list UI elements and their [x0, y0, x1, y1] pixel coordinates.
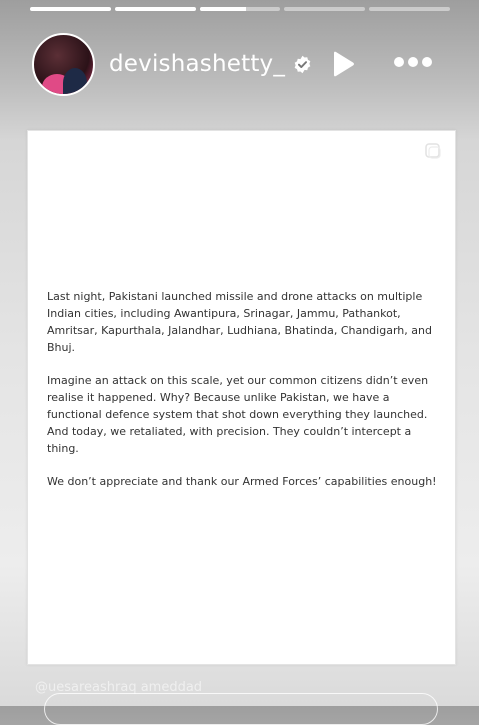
progress-segment — [30, 7, 111, 11]
progress-segment — [284, 7, 365, 11]
post-text — [47, 288, 439, 506]
username[interactable]: devishashetty_ — [109, 51, 286, 77]
progress-segment — [115, 7, 196, 11]
progress-segment — [369, 7, 450, 11]
progress-segment — [200, 7, 281, 11]
copy-icon — [423, 141, 443, 161]
progress-fill — [200, 7, 247, 11]
post-screenshot-card — [27, 130, 456, 665]
progress-fill — [30, 7, 111, 11]
story-header — [32, 31, 447, 97]
post-paragraph: We don’t appreciate and thank our Armed Forces’ capabilities enough! — [47, 475, 437, 488]
verified-badge-icon — [293, 55, 312, 74]
progress-fill — [115, 7, 196, 11]
avatar[interactable] — [32, 33, 95, 96]
more-options-icon[interactable] — [393, 55, 433, 69]
play-icon[interactable] — [330, 50, 356, 78]
post-paragraph: Last night, Pakistani launched missile and drone attacks on multiple Indian cities, including Awantipura, Srinagar, Jammu, Pathankot, Amritsar, Kapurthala, Jalandhar, Ludhiana, Bhatinda, Chandigarh, and Bhuj. — [47, 290, 432, 354]
post-paragraph: Imagine an attack on this scale, yet our common citizens didn’t even realise it happened. Why? Because unlike Pakistan, we have a functional defence system that shot down everything they launched. And today, we retaliated, with precision. They couldn’t intercept a thing. — [47, 374, 429, 455]
story-progress-bar — [30, 7, 450, 11]
mention-text[interactable]: @uesareashraq ameddad — [35, 680, 203, 695]
reply-input[interactable] — [44, 693, 438, 725]
